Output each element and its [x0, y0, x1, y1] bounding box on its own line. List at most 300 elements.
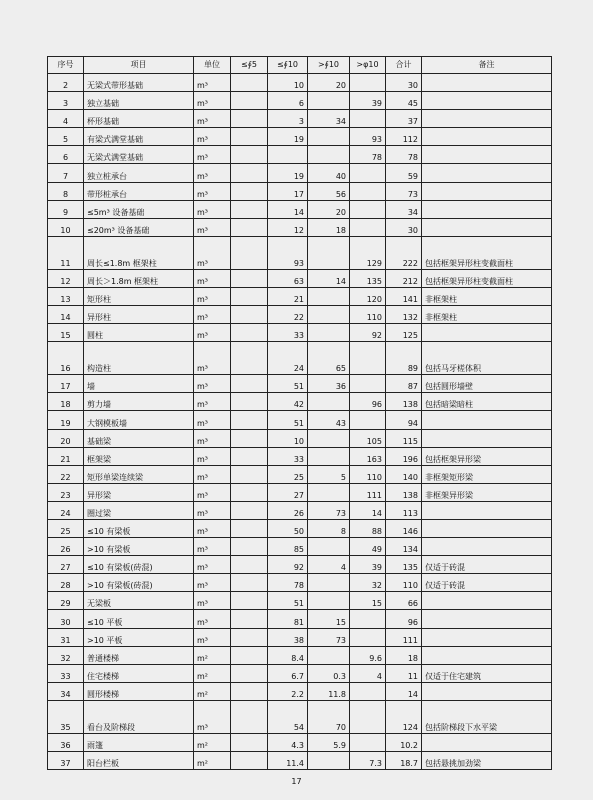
row-le5 [231, 733, 268, 751]
row-number: 28 [48, 574, 84, 592]
row-le10: 11.4 [268, 752, 308, 770]
row-unit: m³ [194, 700, 231, 733]
row-le5 [231, 92, 268, 110]
row-unit: m² [194, 682, 231, 700]
row-unit: m² [194, 664, 231, 682]
table-row [48, 393, 552, 411]
row-number: 34 [48, 682, 84, 700]
row-le5 [231, 610, 268, 628]
row-number: 3 [48, 92, 84, 110]
table-row [48, 501, 552, 519]
row-unit: m³ [194, 164, 231, 182]
row-item: 周长＞1.8m 框架柱 [84, 269, 194, 287]
row-unit: m³ [194, 218, 231, 236]
row-unit: m³ [194, 182, 231, 200]
row-le10 [268, 146, 308, 164]
row-gt-phi10: 39 [350, 556, 386, 574]
row-number: 7 [48, 164, 84, 182]
row-le5 [231, 700, 268, 733]
row-gt-phi10 [350, 200, 386, 218]
table-row [48, 146, 552, 164]
row-gt10: 18 [308, 218, 350, 236]
row-le5 [231, 110, 268, 128]
row-le10: 51 [268, 592, 308, 610]
row-note: 包括圆形墙壁 [422, 375, 552, 393]
row-note [422, 628, 552, 646]
row-le5 [231, 574, 268, 592]
row-gt10 [308, 752, 350, 770]
row-le10: 17 [268, 182, 308, 200]
row-item: 矩形单梁连续梁 [84, 465, 194, 483]
row-note [422, 324, 552, 342]
row-item: >10 有梁板 [84, 538, 194, 556]
row-le10: 22 [268, 306, 308, 324]
row-note [422, 610, 552, 628]
row-number: 13 [48, 287, 84, 305]
row-item: 框架梁 [84, 447, 194, 465]
row-total: 94 [386, 411, 422, 429]
row-item: 周长≤1.8m 框架柱 [84, 236, 194, 269]
row-item: 构造柱 [84, 342, 194, 375]
row-total: 115 [386, 429, 422, 447]
row-gt-phi10: 93 [350, 128, 386, 146]
table-row [48, 483, 552, 501]
row-number: 27 [48, 556, 84, 574]
row-number: 31 [48, 628, 84, 646]
row-le5 [231, 128, 268, 146]
row-total: 132 [386, 306, 422, 324]
row-gt10: 5.9 [308, 733, 350, 751]
row-le5 [231, 501, 268, 519]
row-unit: m³ [194, 74, 231, 92]
row-gt-phi10 [350, 342, 386, 375]
table-row [48, 700, 552, 733]
row-number: 6 [48, 146, 84, 164]
row-unit: m³ [194, 556, 231, 574]
row-unit: m³ [194, 236, 231, 269]
row-total: 135 [386, 556, 422, 574]
page-number: 17 [291, 777, 302, 786]
row-item: >10 平板 [84, 628, 194, 646]
row-note [422, 92, 552, 110]
row-number: 25 [48, 519, 84, 537]
row-gt10: 8 [308, 519, 350, 537]
row-item: 看台及阶梯段 [84, 700, 194, 733]
row-le5 [231, 429, 268, 447]
row-le10: 51 [268, 411, 308, 429]
row-note [422, 429, 552, 447]
row-number: 12 [48, 269, 84, 287]
header-item: 项目 [84, 57, 194, 74]
row-gt10 [308, 429, 350, 447]
row-note: 包括框架异形梁 [422, 447, 552, 465]
row-gt10 [308, 128, 350, 146]
row-gt-phi10 [350, 610, 386, 628]
row-note [422, 519, 552, 537]
row-total: 87 [386, 375, 422, 393]
row-total: 140 [386, 465, 422, 483]
row-gt10: 70 [308, 700, 350, 733]
row-gt10: 20 [308, 200, 350, 218]
row-unit: m³ [194, 592, 231, 610]
row-unit: m² [194, 733, 231, 751]
row-total: 59 [386, 164, 422, 182]
row-gt-phi10 [350, 682, 386, 700]
row-total: 66 [386, 592, 422, 610]
row-note: 仅适于砖混 [422, 574, 552, 592]
row-gt-phi10: 105 [350, 429, 386, 447]
row-gt10 [308, 236, 350, 269]
row-le10: 10 [268, 74, 308, 92]
row-le10: 27 [268, 483, 308, 501]
row-total: 18 [386, 646, 422, 664]
row-total: 138 [386, 393, 422, 411]
row-number: 29 [48, 592, 84, 610]
table-row [48, 519, 552, 537]
row-note [422, 646, 552, 664]
row-gt-phi10 [350, 628, 386, 646]
row-note [422, 110, 552, 128]
row-le10: 85 [268, 538, 308, 556]
row-le5 [231, 752, 268, 770]
row-note [422, 164, 552, 182]
row-note: 包括暗梁暗柱 [422, 393, 552, 411]
row-le10: 19 [268, 164, 308, 182]
row-total: 110 [386, 574, 422, 592]
row-note: 非框架柱 [422, 306, 552, 324]
row-gt10: 20 [308, 74, 350, 92]
row-unit: m³ [194, 375, 231, 393]
row-gt10 [308, 574, 350, 592]
row-item: ≤10 有梁板 [84, 519, 194, 537]
row-unit: m³ [194, 110, 231, 128]
row-gt-phi10: 129 [350, 236, 386, 269]
row-note [422, 733, 552, 751]
row-number: 30 [48, 610, 84, 628]
row-unit: m³ [194, 447, 231, 465]
header-no: 序号 [48, 57, 84, 74]
row-number: 33 [48, 664, 84, 682]
table-row [48, 218, 552, 236]
table-row [48, 74, 552, 92]
row-gt10: 34 [308, 110, 350, 128]
row-gt-phi10: 49 [350, 538, 386, 556]
row-unit: m² [194, 646, 231, 664]
table-row [48, 182, 552, 200]
row-le5 [231, 306, 268, 324]
row-gt10: 40 [308, 164, 350, 182]
row-number: 14 [48, 306, 84, 324]
row-number: 9 [48, 200, 84, 218]
row-le5 [231, 74, 268, 92]
row-gt10: 14 [308, 269, 350, 287]
row-gt10: 73 [308, 501, 350, 519]
row-item: 剪力墙 [84, 393, 194, 411]
row-note: 仅适于住宅建筑 [422, 664, 552, 682]
row-note: 非框架异形梁 [422, 483, 552, 501]
row-gt10 [308, 92, 350, 110]
row-unit: m³ [194, 501, 231, 519]
row-gt-phi10: 15 [350, 592, 386, 610]
row-gt-phi10 [350, 182, 386, 200]
table-row [48, 342, 552, 375]
row-number: 15 [48, 324, 84, 342]
row-unit: m³ [194, 574, 231, 592]
row-unit: m³ [194, 411, 231, 429]
row-gt-phi10 [350, 218, 386, 236]
row-le10: 26 [268, 501, 308, 519]
row-le5 [231, 236, 268, 269]
row-le5 [231, 465, 268, 483]
row-le5 [231, 146, 268, 164]
header-total: 合计 [386, 57, 422, 74]
data-table [47, 56, 552, 770]
row-number: 21 [48, 447, 84, 465]
table-row [48, 610, 552, 628]
row-total: 222 [386, 236, 422, 269]
row-le5 [231, 664, 268, 682]
row-number: 16 [48, 342, 84, 375]
row-total: 10.2 [386, 733, 422, 751]
row-total: 30 [386, 74, 422, 92]
row-note: 包括马牙槎体积 [422, 342, 552, 375]
row-le10: 54 [268, 700, 308, 733]
row-item: 带形桩承台 [84, 182, 194, 200]
row-total: 112 [386, 128, 422, 146]
row-le5 [231, 519, 268, 537]
row-note [422, 128, 552, 146]
row-le5 [231, 592, 268, 610]
row-item: 无梁板 [84, 592, 194, 610]
table-row [48, 646, 552, 664]
table-row [48, 447, 552, 465]
row-le5 [231, 646, 268, 664]
row-item: ≤10 平板 [84, 610, 194, 628]
row-le10: 12 [268, 218, 308, 236]
row-le10: 42 [268, 393, 308, 411]
table-row [48, 733, 552, 751]
row-note: 非框架柱 [422, 287, 552, 305]
row-total: 124 [386, 700, 422, 733]
row-gt-phi10: 120 [350, 287, 386, 305]
row-le10: 19 [268, 128, 308, 146]
row-gt10: 4 [308, 556, 350, 574]
row-gt-phi10: 4 [350, 664, 386, 682]
row-gt-phi10 [350, 733, 386, 751]
table-row [48, 375, 552, 393]
row-total: 138 [386, 483, 422, 501]
row-gt-phi10: 9.6 [350, 646, 386, 664]
header-unit: 单位 [194, 57, 231, 74]
row-unit: m³ [194, 519, 231, 537]
row-le10: 92 [268, 556, 308, 574]
row-gt10 [308, 646, 350, 664]
row-gt-phi10: 92 [350, 324, 386, 342]
row-unit: m² [194, 752, 231, 770]
row-total: 45 [386, 92, 422, 110]
row-note [422, 218, 552, 236]
row-unit: m³ [194, 538, 231, 556]
row-gt-phi10: 110 [350, 465, 386, 483]
row-le10: 50 [268, 519, 308, 537]
row-le10: 63 [268, 269, 308, 287]
row-gt10 [308, 306, 350, 324]
row-item: 异形梁 [84, 483, 194, 501]
row-le10: 6 [268, 92, 308, 110]
row-gt10: 0.3 [308, 664, 350, 682]
row-gt-phi10 [350, 411, 386, 429]
row-item: 圆柱 [84, 324, 194, 342]
row-item: 基础梁 [84, 429, 194, 447]
row-number: 35 [48, 700, 84, 733]
row-number: 37 [48, 752, 84, 770]
row-le5 [231, 375, 268, 393]
row-le5 [231, 556, 268, 574]
row-note [422, 682, 552, 700]
table-row [48, 287, 552, 305]
row-item: >10 有梁板(砖混) [84, 574, 194, 592]
row-le10: 21 [268, 287, 308, 305]
row-number: 10 [48, 218, 84, 236]
row-total: 141 [386, 287, 422, 305]
row-total: 30 [386, 218, 422, 236]
row-note: 包括阶梯段下水平梁 [422, 700, 552, 733]
row-unit: m³ [194, 483, 231, 501]
row-unit: m³ [194, 342, 231, 375]
row-gt-phi10 [350, 110, 386, 128]
row-gt10 [308, 287, 350, 305]
row-gt10: 36 [308, 375, 350, 393]
row-le10: 14 [268, 200, 308, 218]
table-row [48, 628, 552, 646]
row-le10: 81 [268, 610, 308, 628]
table-row [48, 752, 552, 770]
row-unit: m³ [194, 200, 231, 218]
row-total: 125 [386, 324, 422, 342]
row-le10: 93 [268, 236, 308, 269]
row-total: 34 [386, 200, 422, 218]
row-gt10 [308, 146, 350, 164]
table-row [48, 592, 552, 610]
row-note [422, 501, 552, 519]
row-gt10 [308, 538, 350, 556]
row-item: ≤5m³ 设备基础 [84, 200, 194, 218]
row-le5 [231, 164, 268, 182]
row-note: 包括悬挑加劲梁 [422, 752, 552, 770]
table-row [48, 324, 552, 342]
row-gt-phi10: 32 [350, 574, 386, 592]
table-row [48, 110, 552, 128]
row-item: 雨篷 [84, 733, 194, 751]
row-le10: 25 [268, 465, 308, 483]
row-le10: 3 [268, 110, 308, 128]
row-number: 5 [48, 128, 84, 146]
row-item: 独立基础 [84, 92, 194, 110]
row-total: 111 [386, 628, 422, 646]
table-row [48, 92, 552, 110]
table-row [48, 200, 552, 218]
row-item: 墙 [84, 375, 194, 393]
row-gt10 [308, 393, 350, 411]
row-le10: 33 [268, 324, 308, 342]
row-number: 20 [48, 429, 84, 447]
row-gt10 [308, 447, 350, 465]
row-number: 8 [48, 182, 84, 200]
row-le5 [231, 200, 268, 218]
row-gt10: 73 [308, 628, 350, 646]
row-note [422, 411, 552, 429]
row-number: 11 [48, 236, 84, 269]
row-item: 住宅楼梯 [84, 664, 194, 682]
table-row [48, 128, 552, 146]
row-unit: m³ [194, 146, 231, 164]
row-number: 17 [48, 375, 84, 393]
row-gt-phi10: 135 [350, 269, 386, 287]
row-item: 杯形基础 [84, 110, 194, 128]
row-unit: m³ [194, 628, 231, 646]
row-total: 89 [386, 342, 422, 375]
table-row [48, 269, 552, 287]
table-row [48, 465, 552, 483]
header-le10: ≤∮10 [268, 57, 308, 74]
row-total: 96 [386, 610, 422, 628]
row-gt10: 65 [308, 342, 350, 375]
row-item: 圈过梁 [84, 501, 194, 519]
row-total: 113 [386, 501, 422, 519]
row-gt-phi10 [350, 164, 386, 182]
row-gt-phi10: 111 [350, 483, 386, 501]
row-note [422, 182, 552, 200]
header-gt-phi10: >φ10 [350, 57, 386, 74]
table-body [48, 74, 552, 770]
row-le10: 78 [268, 574, 308, 592]
row-note: 包括框架异形柱变截面柱 [422, 269, 552, 287]
row-number: 2 [48, 74, 84, 92]
row-gt-phi10: 163 [350, 447, 386, 465]
row-le5 [231, 342, 268, 375]
row-item: 无梁式带形基础 [84, 74, 194, 92]
row-note [422, 74, 552, 92]
row-le5 [231, 628, 268, 646]
row-unit: m³ [194, 610, 231, 628]
row-item: 矩形柱 [84, 287, 194, 305]
row-gt10: 43 [308, 411, 350, 429]
row-le5 [231, 287, 268, 305]
row-number: 26 [48, 538, 84, 556]
row-gt10 [308, 483, 350, 501]
row-number: 32 [48, 646, 84, 664]
row-note [422, 592, 552, 610]
row-le10: 4.3 [268, 733, 308, 751]
row-note [422, 200, 552, 218]
row-gt-phi10: 7.3 [350, 752, 386, 770]
row-unit: m³ [194, 287, 231, 305]
row-item: 大钢模板墙 [84, 411, 194, 429]
row-le5 [231, 269, 268, 287]
row-le10: 33 [268, 447, 308, 465]
row-gt-phi10: 14 [350, 501, 386, 519]
row-gt-phi10: 39 [350, 92, 386, 110]
row-total: 134 [386, 538, 422, 556]
row-total: 37 [386, 110, 422, 128]
row-note: 非框架矩形梁 [422, 465, 552, 483]
row-total: 73 [386, 182, 422, 200]
table-header-row [48, 57, 552, 74]
row-le5 [231, 538, 268, 556]
row-total: 14 [386, 682, 422, 700]
row-number: 23 [48, 483, 84, 501]
row-le5 [231, 483, 268, 501]
